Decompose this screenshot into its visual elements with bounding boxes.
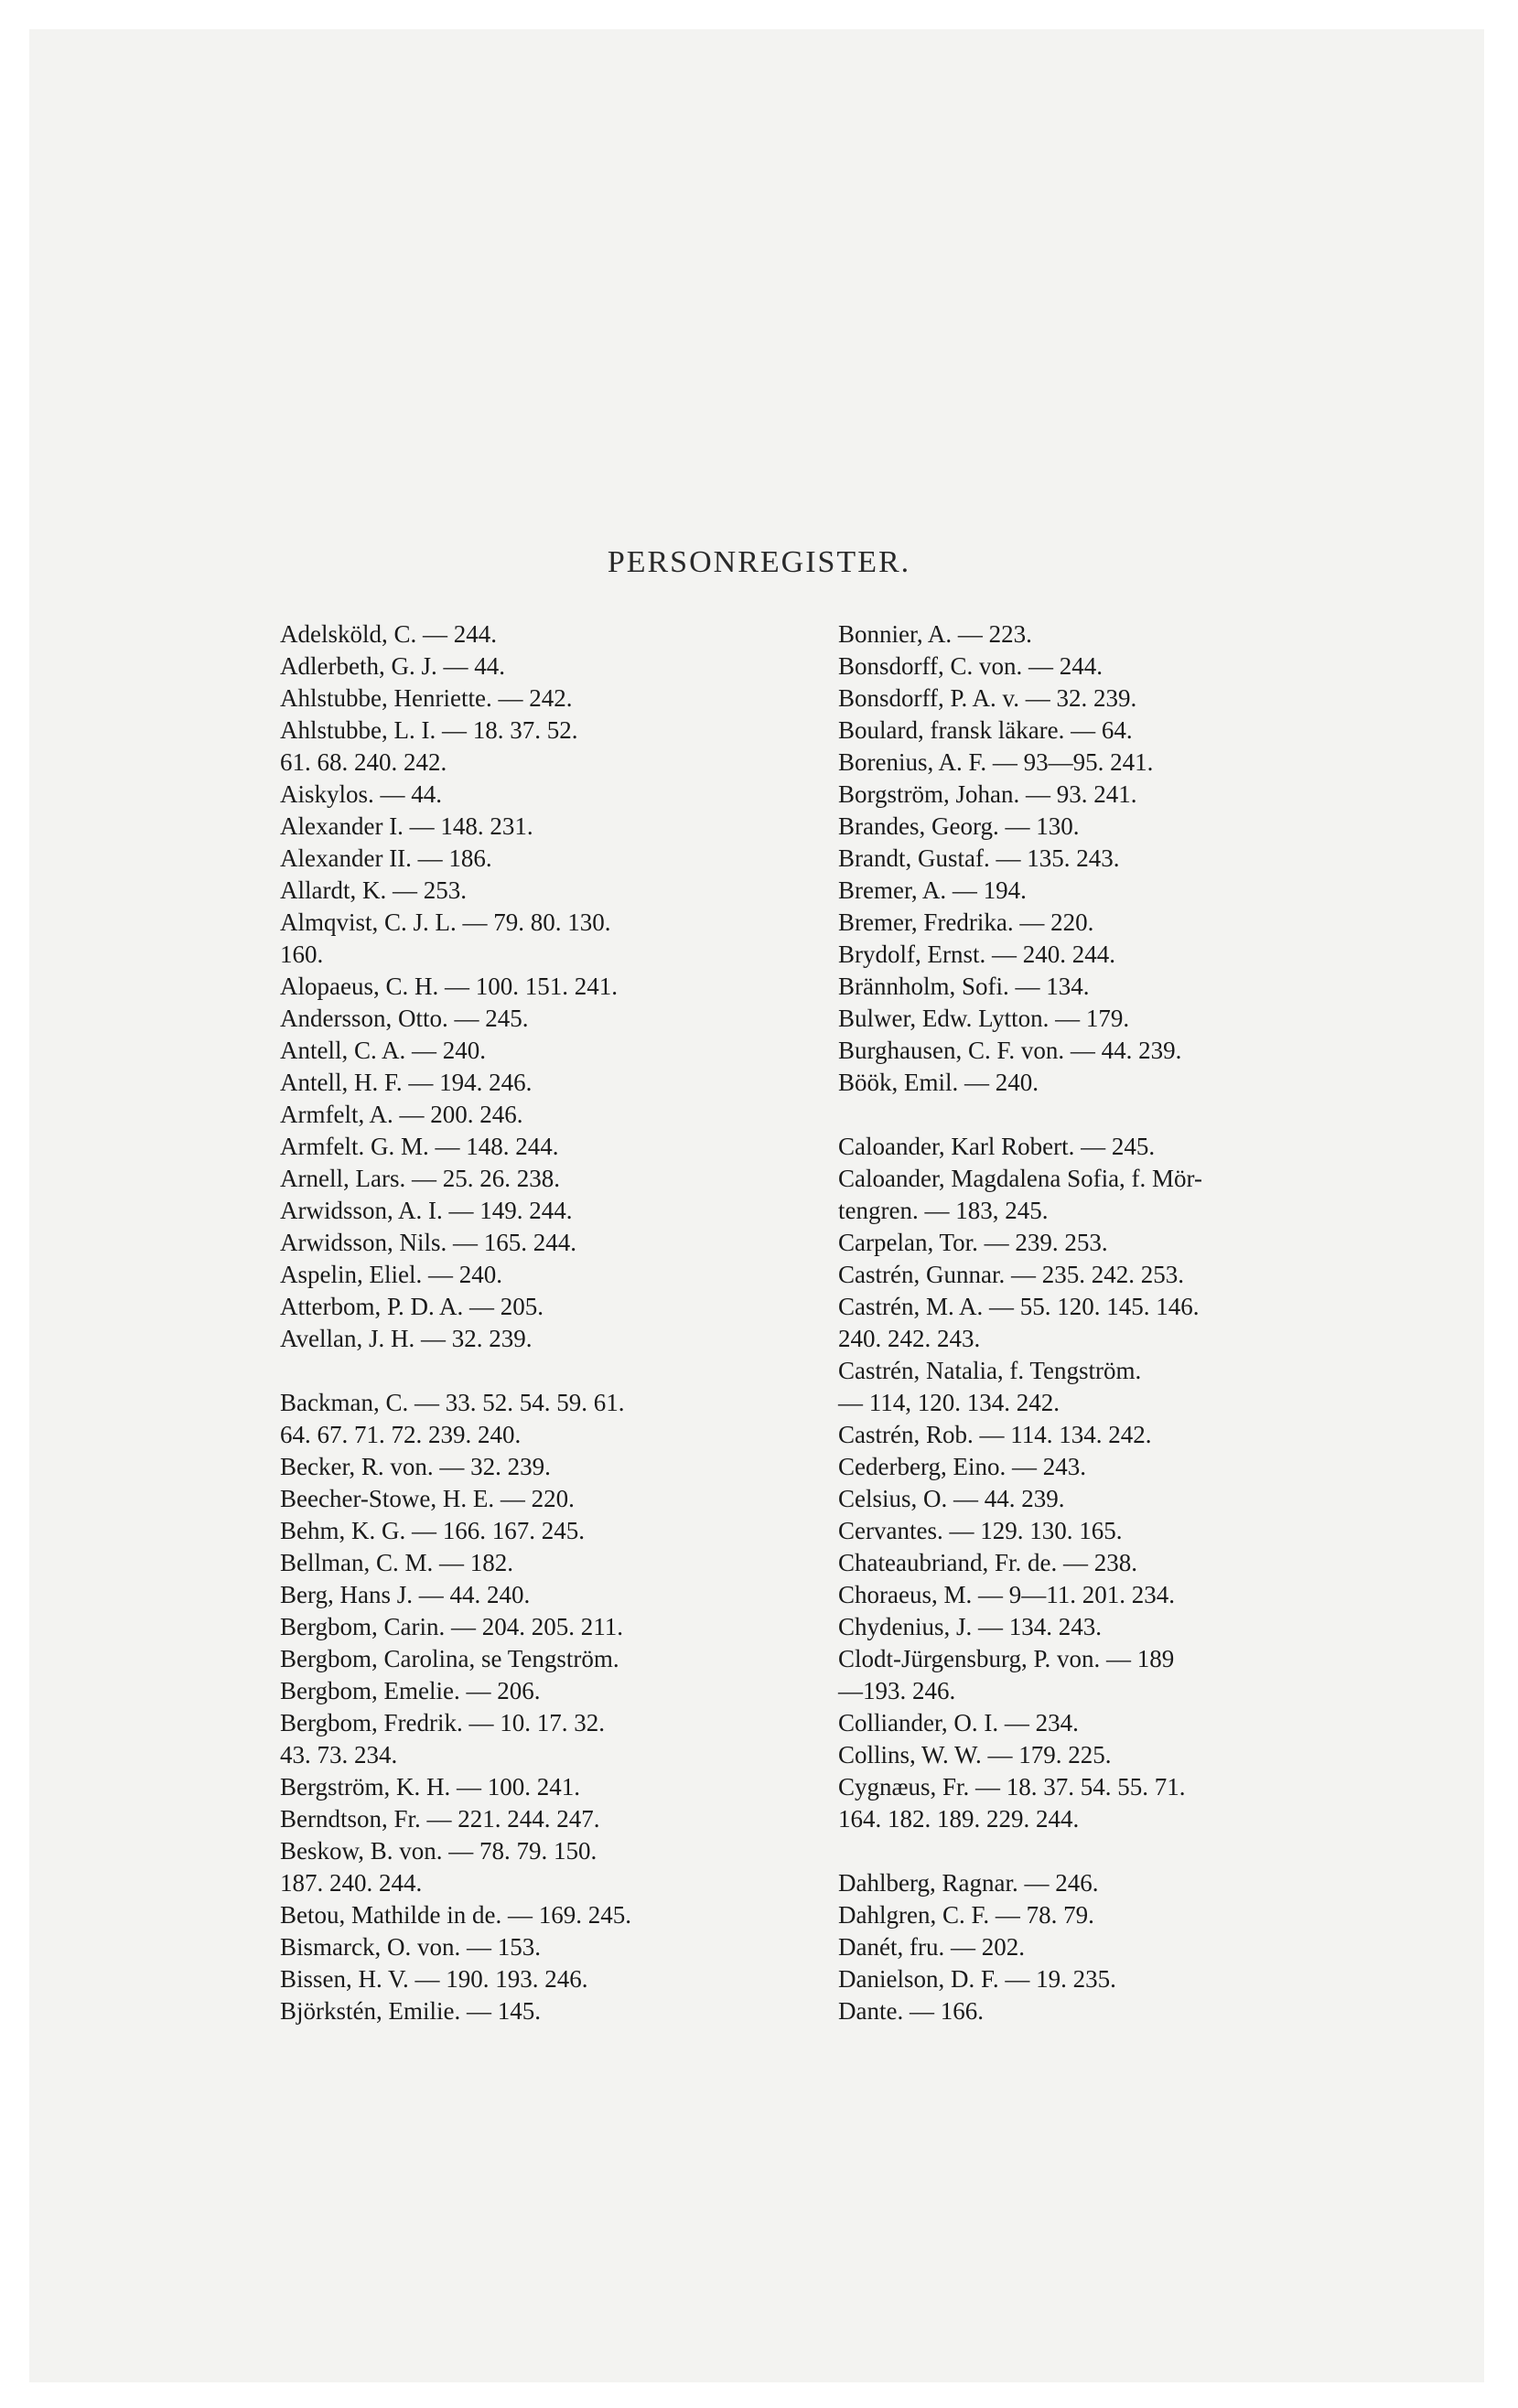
index-entry: Castrén, Rob. — 114. 134. 242. [838,1421,1152,1448]
index-entry: Dante. — 166. [838,1997,984,2025]
index-entry: Beecher-Stowe, H. E. — 220. [280,1485,575,1512]
index-entry: Almqvist, C. J. L. — 79. 80. 130. [280,908,611,936]
index-entry: Bergbom, Carolina, se Tengström. [280,1645,619,1672]
index-entry: Castrén, Gunnar. — 235. 242. 253. [838,1261,1184,1288]
index-entry: 43. 73. 234. [280,1741,398,1768]
index-entry: Celsius, O. — 44. 239. [838,1485,1065,1512]
index-entry: Danét, fru. — 202. [838,1933,1025,1961]
index-entry: Behm, K. G. — 166. 167. 245. [280,1517,585,1544]
index-entry: Backman, C. — 33. 52. 54. 59. 61. [280,1389,625,1416]
index-entry: Brandt, Gustaf. — 135. 243. [838,844,1120,872]
index-entry: Brydolf, Ernst. — 240. 244. [838,941,1115,968]
index-entry: Björkstén, Emilie. — 145. [280,1997,541,2025]
index-entry: Boulard, fransk läkare. — 64. [838,716,1133,744]
index-entry: Bonsdorff, P. A. v. — 32. 239. [838,684,1137,712]
index-entry: Armfelt. G. M. — 148. 244. [280,1133,559,1160]
index-entry: Alopaeus, C. H. — 100. 151. 241. [280,973,618,1000]
index-entry: Arwidsson, Nils. — 165. 244. [280,1229,577,1256]
index-entry: Brandes, Georg. — 130. [838,812,1080,840]
index-entry: Colliander, O. I. — 234. [838,1709,1079,1736]
index-entry: Aiskylos. — 44. [280,780,443,808]
index-entry: Brännholm, Sofi. — 134. [838,973,1090,1000]
index-entry: Clodt-Jürgensburg, P. von. — 189 [838,1645,1175,1672]
index-entry: Bergbom, Emelie. — 206. [280,1677,541,1704]
index-entry: 240. 242. 243. [838,1325,981,1352]
index-entry: Adlerbeth, G. J. — 44. [280,652,505,680]
index-entry: Carpelan, Tor. — 239. 253. [838,1229,1108,1256]
section-gap [838,1835,1387,1867]
index-entry: Atterbom, P. D. A. — 205. [280,1293,544,1320]
index-entry: Chydenius, J. — 134. 243. [838,1613,1103,1640]
index-entry: 160. [280,941,324,968]
page-title: PERSONREGISTER. [607,545,911,579]
index-entry: Bremer, A. — 194. [838,876,1027,904]
index-entry: Betou, Mathilde in de. — 169. 245. [280,1901,631,1929]
index-entry: 187. 240. 244. [280,1869,423,1897]
index-entry: Allardt, K. — 253. [280,876,467,904]
index-entry: Bonnier, A. — 223. [838,620,1032,648]
index-entry: Armfelt, A. — 200. 246. [280,1101,523,1128]
index-entry: Choraeus, M. — 9—11. 201. 234. [838,1581,1175,1608]
index-entry: 164. 182. 189. 229. 244. [838,1805,1080,1833]
index-entry: Burghausen, C. F. von. — 44. 239. [838,1037,1182,1064]
index-entry: Avellan, J. H. — 32. 239. [280,1325,533,1352]
index-entry: Antell, H. F. — 194. 246. [280,1069,533,1096]
index-entry: Bulwer, Edw. Lytton. — 179. [838,1005,1130,1032]
index-entry: Berg, Hans J. — 44. 240. [280,1581,531,1608]
index-entry: Cervantes. — 129. 130. 165. [838,1517,1123,1544]
index-entry: Collins, W. W. — 179. 225. [838,1741,1112,1768]
index-entry: Beskow, B. von. — 78. 79. 150. [280,1837,598,1865]
section-gap [838,1099,1387,1131]
index-entry: Danielson, D. F. — 19. 235. [838,1965,1116,1993]
index-entry: Dahlgren, C. F. — 78. 79. [838,1901,1094,1929]
index-entry: Adelsköld, C. — 244. [280,620,498,648]
index-entry: Bergbom, Fredrik. — 10. 17. 32. [280,1709,605,1736]
index-entry: Borgström, Johan. — 93. 241. [838,780,1137,808]
section-gap [280,1355,829,1387]
index-entry: Cygnæus, Fr. — 18. 37. 54. 55. 71. [838,1773,1186,1801]
index-entry: Böök, Emil. — 240. [838,1069,1039,1096]
index-entry: Aspelin, Eliel. — 240. [280,1261,502,1288]
index-column-left [280,618,829,2027]
index-entry: Bergbom, Carin. — 204. 205. 211. [280,1613,623,1640]
index-entry: Castrén, Natalia, f. Tengström. [838,1357,1142,1384]
index-entry: Chateaubriand, Fr. de. — 238. [838,1549,1137,1576]
index-entry: Ahlstubbe, L. I. — 18. 37. 52. [280,716,578,744]
index-entry: Bonsdorff, C. von. — 244. [838,652,1104,680]
index-entry: Caloander, Magdalena Sofia, f. Mör- [838,1165,1202,1192]
index-entry: Alexander II. — 186. [280,844,492,872]
index-entry: Arwidsson, A. I. — 149. 244. [280,1197,573,1224]
index-entry: Bismarck, O. von. — 153. [280,1933,541,1961]
index-entry: Andersson, Otto. — 245. [280,1005,529,1032]
index-entry: 61. 68. 240. 242. [280,748,447,776]
index-entry: tengren. — 183, 245. [838,1197,1049,1224]
index-entry: Alexander I. — 148. 231. [280,812,533,840]
index-entry: Arnell, Lars. — 25. 26. 238. [280,1165,560,1192]
index-column-right [838,618,1387,2027]
index-entry: Bremer, Fredrika. — 220. [838,908,1094,936]
index-entry: Bergström, K. H. — 100. 241. [280,1773,580,1801]
index-entry: —193. 246. [838,1677,956,1704]
index-entry: Cederberg, Eino. — 243. [838,1453,1086,1480]
index-entry: Dahlberg, Ragnar. — 246. [838,1869,1099,1897]
index-entry: Borenius, A. F. — 93—95. 241. [838,748,1154,776]
index-entry: Ahlstubbe, Henriette. — 242. [280,684,573,712]
index-entry: 64. 67. 71. 72. 239. 240. [280,1421,522,1448]
index-entry: Berndtson, Fr. — 221. 244. 247. [280,1805,600,1833]
index-entry: Bellman, C. M. — 182. [280,1549,513,1576]
index-entry: Castrén, M. A. — 55. 120. 145. 146. [838,1293,1200,1320]
index-entry: Becker, R. von. — 32. 239. [280,1453,551,1480]
index-entry: — 114, 120. 134. 242. [838,1389,1060,1416]
index-entry: Antell, C. A. — 240. [280,1037,487,1064]
index-entry: Caloander, Karl Robert. — 245. [838,1133,1156,1160]
index-entry: Bissen, H. V. — 190. 193. 246. [280,1965,588,1993]
